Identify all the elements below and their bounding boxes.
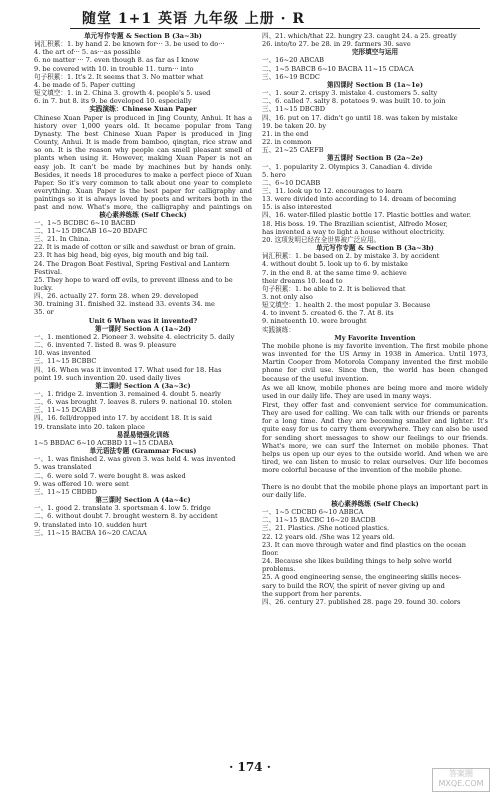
answer-line: 一、1. was finished 2. was given 3. was held 4. was invented: [34, 455, 236, 464]
answer-line: 一、1~5 CDCBD 6~10 ABBCA: [262, 508, 364, 517]
answer-line: 二、6~10 DCABB: [262, 178, 321, 187]
answer-line: 4. to invent 5. created 6. the 7. At 8. its: [262, 309, 394, 318]
section-heading: My Favorite Invention: [334, 333, 416, 342]
answer-line: 3. not only also: [262, 293, 313, 301]
answer-paragraph: There is no doubt that the mobile phone plays an important part in our daily life.: [262, 482, 488, 500]
answer-line: 三、21. Plastics. /She noticed plastics.: [262, 524, 390, 533]
answer-line: 13. were divided into according to 14. dream of becoming: [262, 195, 457, 204]
answer-paragraph: Chinese Xuan Paper is produced in Jing County, Anhui. It has a history over 1,000 years old. It became popular from Tang Dynasty. The best Chinese Xuan Paper is produced in Jing County, Anhui. It is made from bamboo, qingtan, rice straw and so on. It is the reason why people can smell pleasant smell of plants when using it. However, making Xuan Paper is not an easy job. It can't be made by machines but by hands only. Besides, it needs 18 procedures to make a perfect piece of Xuan Paper. So it's very common to talk about one year to complete everything. Xuan Paper is the best paper for calligraphy and paintings so it is always loved by poets and writers both in the past and now. What's more, the calligraphy and paintings on: [34, 113, 252, 211]
answer-line: 22. 12 years old. /She was 12 years old.: [262, 532, 395, 541]
answer-line: 二、6. without doubt 7. brought western 8. by accident: [34, 512, 218, 521]
answer-line: 19. be taken 20. by: [262, 121, 327, 130]
answer-line: 5. hero: [262, 170, 286, 179]
answer-line: 6. in 7. but 8. its 9. be developed 10. especially: [34, 97, 192, 106]
answer-line: 24. The Dragon Boat Festival, Spring Festival and Lantern: [34, 259, 230, 268]
answer-line: 四、16. water-filled plastic bottle 17. Plastic bottles and water.: [262, 211, 472, 220]
answer-line: 二、6. were sold 7. were bought 8. was asked: [34, 471, 186, 480]
section-heading: 核心素养练练 (Self Check): [99, 210, 187, 219]
answer-line: Festival.: [34, 267, 63, 276]
answer-line: 三、11~15 DBCBD: [262, 105, 326, 114]
answer-line: 23. It can move through water and find plastics on the ocean: [262, 540, 467, 549]
answer-line: problems.: [262, 565, 296, 574]
answer-line: sary to build the ROV, the spirit of never giving up and: [262, 581, 445, 590]
answer-line: 4. the art of··· 5. as···as possible: [34, 48, 141, 57]
answer-line: 四、16. fell/dropped into 17. by accident 18. It is said: [34, 414, 212, 423]
answer-line: lucky.: [34, 283, 53, 292]
answer-line: the support from her parents.: [262, 589, 362, 598]
answer-line: 20. 这项发明已经在全世界被广泛应用。: [262, 235, 381, 244]
answer-line: 26. into/to 27. be 28. in 29. farmers 30. save: [262, 40, 411, 49]
answer-line: 18. His boss. 19. The Brazilian scientist, Alfredo Moser,: [262, 219, 448, 228]
answer-line: 7. in the end 8. at the same time 9. achieve: [262, 268, 407, 277]
answer-line: 10. was invented: [34, 349, 91, 358]
answer-line: 三、11~15 DCABB: [34, 406, 97, 415]
section-heading: 单元写作专题 & Section B (3a~3b): [316, 244, 434, 253]
answer-line: 9. nineteenth 10. were brought: [262, 317, 367, 326]
section-heading: 实践演练：Chinese Xuan Paper: [89, 105, 197, 114]
answer-line: 4. be made of 5. Paper cutting: [34, 80, 136, 89]
answer-line: 四、16. put on 17. didn't go until 18. was taken by mistake: [262, 113, 458, 122]
answer-line: 三、21. In China.: [34, 235, 91, 244]
answer-line: 1~5 BBDAC 6~10 ACBBD 11~15 CDABA: [34, 438, 174, 447]
section-heading: 完形填空与运用: [351, 48, 399, 57]
answer-line: 五、21~25 CAEFB: [262, 146, 324, 155]
answer-line: 9. translated into 10. sudden hurt: [34, 520, 147, 529]
answer-paragraph: First, they offer fast and convenient service for communication. They are used for calling. We can talk with our friends or parents for a long time. And they are becoming smaller and lighter. It's quite easy for us to carry them everywhere. They can also be used for sending short messages to show our feelings to our friends. What's more, we can surf the Internet on mobile phones. That helps us open up our eyes to the outside world. And when we are tired, we can listen to music to relax ourselves. Our life becomes more colorful because of the invention of the mobile phone.: [262, 400, 488, 475]
answer-line: 一、16~20 ABCAB: [262, 56, 324, 65]
page-header: [0, 2, 500, 30]
answer-line: 短文填空：1. in 2. China 3. growth 4. people's 5. used: [34, 89, 211, 98]
answer-line: 四、21. which/that 22. hungry 23. caught 24. a 25. greatly: [262, 32, 457, 40]
answer-line: 21. in the end: [262, 129, 309, 138]
answer-line: 22. It is made of cotton or silk and sawdust or bran of grain.: [34, 243, 236, 252]
answer-line: 6. no matter ··· 7. even though 8. as far as I know: [34, 56, 200, 65]
left-column: [34, 32, 252, 537]
answer-line: 四、16. When was it invented 17. What used for 18. Has: [34, 365, 222, 374]
section-heading: 第四课时 Section B (1a~1e): [327, 80, 423, 89]
answer-line: 35. or: [34, 308, 54, 317]
answer-line: 一、1. popularity 2. Olympics 3. Canadian 4. divide: [262, 162, 433, 171]
answer-line: 24. Because she likes building things to help solve world: [262, 557, 452, 566]
answer-line: 实践演练：: [262, 325, 295, 334]
answer-line: 25. A good engineering sense, the engineering skills neces-: [262, 573, 462, 582]
answer-line: 25. They hope to ward off evils, to prevent illness and to be: [34, 275, 233, 284]
answer-line: 4. without doubt 5. look up to 6. by mistake: [262, 260, 408, 269]
answer-line: 二、6. was brought 7. leaves 8. rulers 9. national 10. stolen: [34, 398, 232, 407]
answer-line: 30. training 31. finished 32. instead 33. events 34. me: [34, 300, 215, 309]
answer-line: 三、11. look up to 12. encourages to learn: [262, 186, 403, 195]
answer-line: 5. was translated: [34, 463, 92, 472]
answer-line: 9. be covered with 10. in trouble 11. turn··· into: [34, 64, 194, 73]
section-heading: Unit 6 When was it invented?: [88, 316, 198, 325]
answer-line: 四、26. century 27. published 28. page 29. found 30. colors: [262, 597, 461, 606]
answer-paragraph: As we all know, mobile phones are being more and more widely used in our daily life. They are used in many ways.: [262, 383, 488, 401]
section-heading: 易混易错强化训练: [116, 430, 170, 439]
answer-line: 句子积累：1. It's 2. It seems that 3. No matter what: [34, 72, 204, 81]
answer-line: 一、1~5 BCDBC 6~10 BACBD: [34, 218, 136, 227]
section-heading: 核心素养练练 (Self Check): [331, 499, 419, 508]
answer-line: 一、1. mentioned 2. Pioneer 3. website 4. electricity 5. daily: [34, 332, 235, 341]
answer-line: 词汇积累：1. by hand 2. be known for··· 3. be used to do···: [34, 40, 225, 49]
answer-line: floor.: [262, 548, 279, 557]
answer-line: 三、16~19 BCDC: [262, 72, 320, 81]
section-heading: 第五课时 Section B (2a~2e): [327, 154, 423, 163]
page-number: · 174 ·: [229, 760, 271, 774]
answer-line: 一、1. sour 2. crispy 3. mistake 4. customers 5. salty: [262, 89, 438, 98]
answer-line: 四、26. actually 27. form 28. when 29. developed: [34, 292, 199, 301]
answer-line: has invented a way to light a house without electricity.: [262, 227, 445, 236]
answer-line: 二、6. called 7. salty 8. potatoes 9. was built 10. to join: [262, 97, 446, 106]
header-rule: [70, 28, 480, 29]
answer-line: their dreams 10. lead to: [262, 276, 343, 285]
answer-line: 三、11~15 CBDBD: [34, 487, 97, 496]
watermark-logo: 答案圈 MXQE.COM: [432, 768, 490, 792]
answer-line: 22. in common: [262, 138, 312, 147]
answer-line: 二、6. invented 7. listed 8. was 9. pleasure: [34, 341, 177, 350]
answer-line: 一、1. good 2. translate 3. sportsman 4. low 5. fridge: [34, 504, 211, 513]
answer-line: 三、11~15 BACBA 16~20 CACAA: [34, 528, 147, 537]
answer-line: 15. is also interested: [262, 203, 332, 212]
answer-line: 23. It has big head, big eyes, big mouth and big tail.: [34, 251, 209, 260]
section-heading: 单元写作专题 & Section B (3a~3b): [84, 32, 202, 40]
answer-line: 二、1~5 BABCB 6~10 BACBA 11~15 CDACA: [262, 64, 414, 73]
answer-line: 句子积累：1. be able to 2. It is believed that: [262, 284, 406, 293]
answer-line: 19. translate into 20. taken place: [34, 422, 145, 431]
answer-line: 二、11~15 DBCAB 16~20 BDAFC: [34, 226, 148, 235]
section-heading: 单元语法专题 (Grammar Focus): [89, 447, 197, 456]
section-heading: 第三课时 Section A (4a~4c): [95, 496, 191, 505]
answer-line: 二、11~15 BACBC 16~20 BACDB: [262, 516, 376, 525]
answer-line: 词汇积累：1. be based on 2. by mistake 3. by accident: [262, 252, 440, 261]
answer-line: 短文填空：1. health 2. the most popular 3. Because: [262, 301, 431, 310]
section-heading: 第一课时 Section A (1a~2d): [95, 324, 191, 333]
answer-line: 三、11~15 BCBBC: [34, 357, 97, 366]
section-heading: 第二课时 Section A (3a~3c): [95, 381, 191, 390]
answer-line: 一、1. fridge 2. invention 3. remained 4. doubt 5. nearly: [34, 390, 221, 398]
right-column: [262, 32, 488, 606]
header-title: 随堂 1+1 英语 九年级 上册 · R: [82, 11, 305, 27]
answer-line: point 19. such invention 20. used daily lives: [34, 373, 181, 382]
answer-paragraph: The mobile phone is my favorite invention. The first mobile phone was invented for the US Army in 1938 in America. Until 1973, Martin Cooper from Motorola Company invented the first mobile phone for civil use. Since then, the world has been changed because of the useful invention.: [262, 341, 488, 383]
answer-line: 9. was offered 10. were sent: [34, 479, 129, 488]
